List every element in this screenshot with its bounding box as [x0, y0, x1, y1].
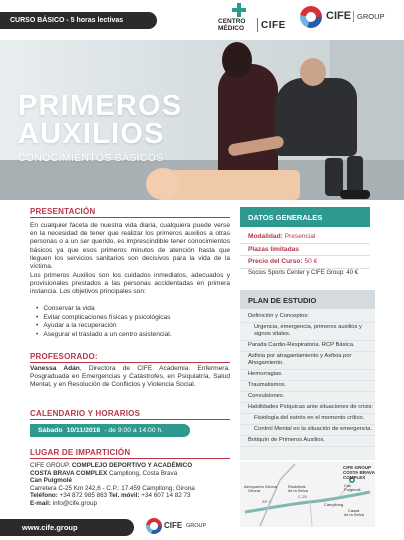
hero-person-right-head	[300, 58, 326, 86]
row-divider	[240, 243, 370, 244]
course-type-label: CURSO BÁSICO - 5 horas lectivas	[10, 17, 124, 24]
map-label-airport: Aeropuerto Girona	[244, 484, 277, 489]
list-item: Definición y Conceptos:	[240, 312, 375, 323]
map-label-complex: CIFE GROUP	[343, 465, 372, 470]
lugar-heading: LUGAR DE IMPARTICIÓN	[30, 448, 131, 457]
row-divider	[240, 268, 370, 269]
course-date-bar	[30, 424, 190, 437]
map-label-riudellots: Riudellots	[288, 484, 306, 489]
section-divider	[30, 362, 230, 363]
list-item: • Evitar complicaciones físicas y psicológicas	[36, 314, 231, 323]
list-item: Fisiología del estrés en el momento crítico.	[240, 414, 375, 425]
profesorado-heading: PROFESORADO:	[30, 352, 98, 361]
course-subtitle: CONOCIMIENTOS BÁSICOS	[18, 152, 164, 164]
map-label-can: Can	[344, 483, 352, 488]
centro-medico-cife-logo	[218, 3, 298, 37]
map-label-complex: COMPLEX	[343, 475, 366, 480]
cife-globe-icon	[300, 6, 322, 28]
venue-line: CIFE GROUP. COMPLEJO DEPORTIVO Y ACADÉMICO	[30, 462, 193, 469]
teacher-name: Vanessa Adán	[30, 365, 80, 372]
location-map[interactable]	[240, 462, 375, 527]
plan-header	[240, 290, 375, 309]
plazas-row: Plazas limitadas	[248, 246, 299, 253]
list-item: Traumatismos.	[240, 381, 375, 392]
map-road-ap7	[260, 464, 295, 526]
list-item: Hemorragias.	[240, 370, 375, 381]
datos-generales-header	[240, 207, 370, 227]
map-label-ap7: AP-7	[262, 499, 271, 504]
plan-title: PLAN DE ESTUDIO	[248, 296, 317, 305]
datos-generales-title: DATOS GENERALES	[248, 213, 323, 222]
medical-cross-icon	[232, 3, 246, 17]
venue-phones: Teléfono: +34 872 985 863 Tel. móvil: +34 607 14 82 73	[30, 492, 191, 500]
socios-price: Socios Sports Center y CIFE Group: 40 €	[248, 270, 359, 276]
presentacion-paragraph-2: Los primeros Auxilios son los cuidados inmediatos, adecuados y provisionales prestados a las personas accidentadas en primera instancia. Los objetivos principales son:	[30, 272, 230, 296]
plan-de-estudio-panel	[240, 290, 375, 460]
logo-separator	[353, 11, 354, 22]
presentacion-paragraph-1: En cualquier faceta de nuestra vida diaria, cualquiera puede verse en la necesidad de tener que realizar los primeros auxilios a otras personas o a un ser querido, es imprescindible tener conocimientos básicos ya que esos primeros minutos de atención hasta que lleguen los servicios sanitarios son decisivos para la vida de la víctima.	[30, 222, 230, 271]
venue-line: COSTA BRAVA COMPLEX Campllong, Costa Brava	[30, 469, 178, 477]
list-item: Asfixia por atragantamiento y Asfixia por Ahogamiento.	[240, 352, 375, 370]
footer-cife-logo	[146, 516, 206, 536]
hero-person-left-head	[222, 42, 252, 78]
cife-globe-icon	[146, 518, 162, 534]
cife-group-logo	[300, 4, 400, 34]
venue-contact-block	[30, 462, 230, 508]
website-bar[interactable]	[0, 519, 134, 536]
map-label-puigmole: Puigmolé	[344, 487, 361, 492]
map-road-local	[310, 502, 312, 526]
presentacion-heading: PRESENTACIÓN	[30, 207, 96, 216]
venue-email[interactable]: E-mail: info@cife.group	[30, 499, 97, 507]
hero-person-right	[275, 78, 357, 156]
map-label-riudellots: de la Selva	[288, 488, 308, 493]
venue-line: Can Puigmolé	[30, 477, 72, 485]
course-date: 10/11/2018	[66, 427, 101, 434]
cife-logo-group: GROUP	[357, 12, 385, 21]
objectives-list	[36, 305, 231, 339]
modalidad-row: Modalidad: Presencial	[248, 233, 316, 240]
list-item: • Conservar la vida	[36, 305, 231, 314]
plan-list	[240, 312, 375, 447]
map-label-c25: C-25	[298, 494, 307, 499]
row-divider	[240, 255, 370, 256]
calendario-heading: CALENDARIO Y HORARIOS	[30, 409, 141, 418]
footer-logo-group: GROUP	[186, 523, 207, 529]
list-item: Convulsiones.	[240, 392, 375, 403]
section-divider	[30, 217, 230, 218]
map-label-campllong: Campllong	[324, 502, 344, 507]
website-link[interactable]: www.cife.group	[22, 523, 78, 532]
list-item: Botiquín de Primeros Auxilios.	[240, 436, 375, 447]
profesorado-text	[30, 365, 230, 390]
section-divider	[30, 419, 230, 420]
list-item: Control Mental en la situación de emergencia.	[240, 425, 375, 436]
list-item: • Ayudar a la recuperación	[36, 322, 231, 331]
logo-centro-brand: CIFE	[261, 20, 286, 31]
cife-logo-name: CIFE	[326, 10, 352, 22]
venue-address: Carretera C-25 Km 242,6 - C.P.: 17.459 Campllong, Girona	[30, 484, 195, 492]
map-label-complex: COSTA BRAVA	[343, 470, 375, 475]
cpr-mannequin-head	[146, 168, 180, 200]
hero-shoe	[340, 190, 370, 199]
hero-person-left	[218, 64, 278, 176]
map-label-cassa: Cassà	[348, 508, 360, 513]
hero-photo	[0, 40, 404, 200]
list-item: Urgencia, emergencia, primeros auxilios y signos vitales.	[240, 323, 375, 341]
section-divider	[30, 458, 230, 459]
list-item: Parada Cardio-Respiratoria. RCP Básica.	[240, 341, 375, 352]
list-item: • Asegurar el traslado a un centro asistencial.	[36, 331, 231, 340]
teacher-bio: , Directora de CIFE Academia. Enfermera. Posgraduada en Emergencias y Catástrofes, en Psiquiatría, Salud Mental, y en Resolución de Conflictos y Violencia Social.	[30, 365, 231, 389]
course-title: PRIMEROS AUXILIOS	[18, 90, 183, 150]
course-day: Sábado	[38, 427, 63, 434]
course-type-badge	[0, 12, 157, 29]
map-label-airport: Girona	[248, 488, 261, 493]
course-time: - de 9:00 a 14:00 h.	[104, 427, 164, 434]
footer-logo-name: CIFE	[164, 521, 183, 530]
logo-centro-text: CENTRO MÉDICO	[218, 18, 246, 32]
logo-separator	[257, 18, 258, 32]
map-graphic	[240, 462, 375, 527]
precio-row: Precio del Curso: 50 €	[248, 258, 318, 265]
list-item: Habilidades Psíquicas ante situaciones de crisis:	[240, 403, 375, 414]
map-label-cassa: de la Selva	[344, 512, 364, 517]
